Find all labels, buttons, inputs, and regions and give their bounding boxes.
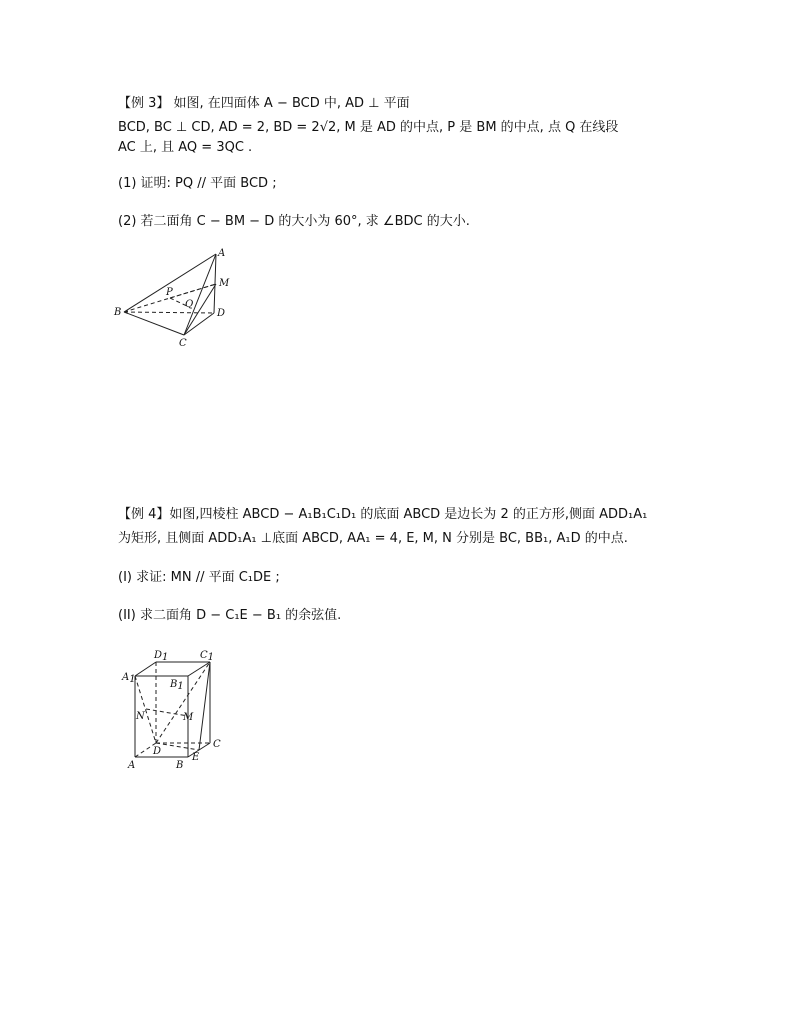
example4-line1: 【例 4】如图,四棱柱 ABCD − A₁B₁C₁D₁ 的底面 ABCD 是边长为 2 的正方形,侧面 ADD₁A₁	[118, 507, 648, 522]
segment-A1D	[135, 676, 156, 743]
segment-DE	[156, 743, 199, 750]
example4-question1: (I) 求证: MN // 平面 C₁DE ;	[118, 570, 280, 585]
edge-A1D1	[135, 662, 156, 676]
label-A: A	[128, 760, 136, 771]
example3-line1: 【例 3】 如图, 在四面体 A − BCD 中, AD ⊥ 平面	[118, 96, 410, 111]
label-E: E	[192, 752, 200, 763]
edge-C1B1	[188, 662, 210, 676]
label-D1: D1	[154, 650, 169, 663]
example3-question1: (1) 证明: PQ // 平面 BCD ;	[118, 176, 277, 191]
segment-DC1	[156, 662, 210, 743]
label-A1: A1	[122, 672, 136, 685]
label-C: C	[179, 338, 187, 349]
label-B: B	[114, 307, 122, 318]
edge-BA	[124, 254, 216, 312]
example4-line2: 为矩形, 且侧面 ADD₁A₁ ⊥底面 ABCD, AA₁ = 4, E, M, N 分别是 BC, BB₁, A₁D 的中点.	[118, 531, 628, 546]
segment-NM	[146, 709, 188, 716]
label-A: A	[218, 248, 226, 259]
label-B1: B1	[170, 679, 184, 692]
label-N: N	[136, 711, 145, 722]
segment-C1E	[199, 662, 210, 750]
label-D: D	[217, 308, 226, 319]
label-B: B	[176, 760, 184, 771]
label-M: M	[183, 712, 194, 723]
label-C1: C1	[200, 650, 215, 663]
example3-question2: (2) 若二面角 C − BM − D 的大小为 60°, 求 ∠BDC 的大小.	[118, 214, 470, 229]
example3-line2: BCD, BC ⊥ CD, AD = 2, BD = 2√2, M 是 AD 的中点, P 是 BM 的中点, 点 Q 在线段	[118, 120, 619, 135]
tetrahedron-figure	[112, 244, 236, 350]
label-D: D	[153, 746, 162, 757]
example3-line3: AC 上, 且 AQ = 3QC .	[118, 140, 253, 155]
edge-BD	[124, 312, 214, 313]
label-Q: Q	[185, 299, 194, 310]
edge-AD	[214, 254, 216, 313]
label-M: M	[219, 278, 230, 289]
example4-question2: (II) 求二面角 D − C₁E − B₁ 的余弦值.	[118, 608, 342, 623]
prism-figure	[118, 646, 224, 772]
label-P: P	[166, 287, 173, 298]
edge-BC	[124, 312, 184, 335]
label-C: C	[213, 739, 221, 750]
